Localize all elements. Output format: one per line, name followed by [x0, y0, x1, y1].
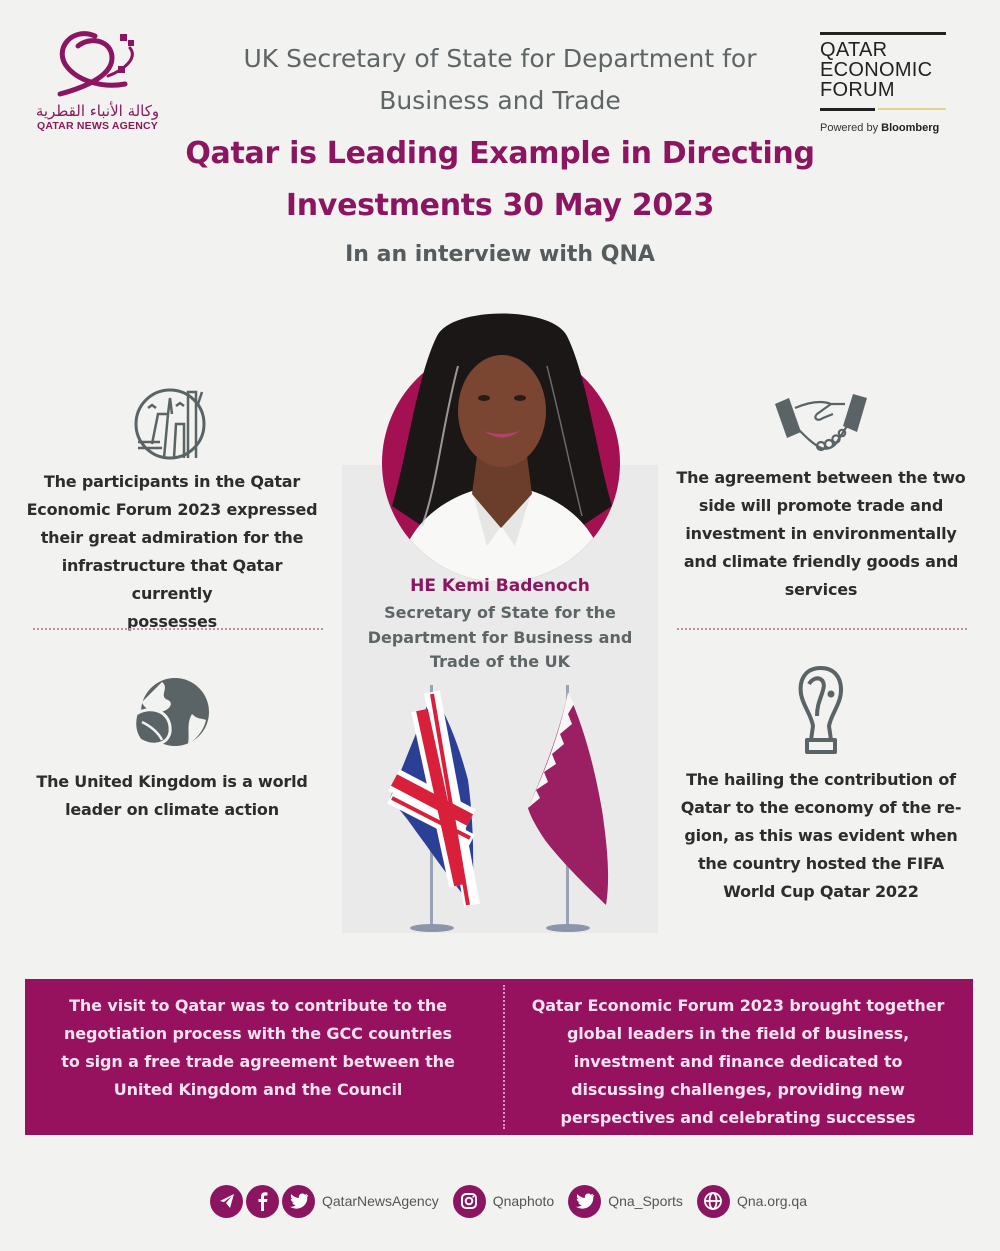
text-line: investment and finance dedicated to: [573, 1052, 903, 1071]
subtitle-line-1: UK Secretary of State for Department for: [243, 44, 757, 73]
text-line: The agreement between the two: [676, 468, 966, 487]
uk-qatar-flags: [360, 680, 640, 936]
text-line: World Cup Qatar 2022: [723, 882, 919, 901]
subtitle-line-2: Business and Trade: [379, 86, 621, 115]
powered-brand: Bloomberg: [881, 122, 940, 134]
infrastructure-block: [22, 384, 322, 636]
text-line: The hailing the contribution of: [686, 770, 956, 789]
portrait-photo: [382, 306, 620, 582]
social-label[interactable]: Qna_Sports: [608, 1193, 683, 1209]
divider: [677, 628, 967, 630]
twitter-icon[interactable]: [282, 1185, 315, 1218]
text-line: their great admiration for the: [40, 528, 304, 547]
text-line: Qatar Economic Forum 2023 brought together: [531, 996, 945, 1015]
headline-line-1: Qatar is Leading Example in Directing: [185, 136, 815, 171]
climate-block: [22, 674, 322, 824]
city-skyline-icon: [132, 384, 212, 462]
headline-line-2: Investments 30 May 2023: [285, 188, 715, 223]
text-line: services: [784, 580, 858, 599]
text-line: The participants in the Qatar: [43, 472, 301, 491]
text-line: perspectives and celebrating successes: [560, 1108, 916, 1127]
text-line: global leaders in the field of business,: [566, 1024, 910, 1043]
info-forum: [505, 979, 973, 1135]
qef-line-3: FORUM: [820, 79, 895, 101]
text-line: Economic Forum 2023 expressed: [26, 500, 318, 519]
headline: [150, 128, 850, 232]
text-line: The visit to Qatar was to contribute to the: [69, 996, 447, 1015]
social-label[interactable]: Qna.org.qa: [736, 1193, 807, 1209]
text-line: side will promote trade and: [698, 496, 944, 515]
person-role: [352, 601, 648, 675]
world-cup-trophy-icon: [795, 664, 847, 756]
text-line: The United Kingdom is a world: [36, 772, 308, 791]
text-line: United Kingdom and the Council: [113, 1080, 403, 1099]
agreement-block: [671, 392, 971, 604]
text-line: investment in environmentally: [685, 524, 957, 543]
powered-prefix: Powered by: [820, 122, 879, 134]
role-line-1: Secretary of State for the: [384, 603, 616, 622]
logo-rule: [820, 32, 946, 35]
divider: [33, 628, 323, 630]
subtitle: [150, 38, 850, 122]
text-line: Qatar to the economy of the re-: [680, 798, 962, 817]
worldcup-block: [671, 664, 971, 906]
facebook-icon[interactable]: [246, 1185, 279, 1218]
qef-line-2: ECONOMIC: [820, 59, 933, 81]
instagram-icon[interactable]: [453, 1185, 486, 1218]
handshake-icon: [773, 392, 869, 454]
text-line: leader on climate action: [65, 800, 279, 819]
info-visit: [25, 979, 503, 1135]
qef-line-1: QATAR: [820, 39, 888, 61]
globe-leaf-icon: [132, 674, 212, 752]
text-line: the country hosted the FIFA: [697, 854, 945, 873]
text-line: to sign a free trade agreement between the: [61, 1052, 455, 1071]
social-links: [210, 1184, 821, 1218]
twitter-icon[interactable]: [568, 1185, 601, 1218]
qna-emblem-icon: [50, 28, 145, 100]
social-label[interactable]: Qnaphoto: [492, 1193, 555, 1209]
text-line: infrastructure that Qatar currently: [61, 556, 283, 603]
tagline: In an interview with QNA: [345, 242, 655, 267]
person-name: HE Kemi Badenoch: [410, 576, 590, 596]
text-line: discussing challenges, providing new: [571, 1080, 905, 1099]
role-line-2: Department for Business and: [367, 627, 633, 647]
role-line-3: Trade of the UK: [429, 652, 571, 671]
social-label[interactable]: QatarNewsAgency: [322, 1193, 439, 1209]
qna-logo: [30, 28, 165, 143]
info-box: [25, 979, 973, 1135]
globe-icon[interactable]: [697, 1185, 730, 1218]
text-line: negotiation process with the GCC countries: [64, 1024, 452, 1043]
qna-english-name: QATAR NEWS AGENCY: [36, 120, 159, 132]
text-line: possesses: [127, 612, 217, 631]
text-line: and climate friendly goods and: [683, 552, 959, 571]
qna-arabic-name: وكالة الأنباء القطرية: [35, 102, 160, 120]
telegram-icon[interactable]: [210, 1185, 243, 1218]
text-line: gion, as this was evident when: [684, 826, 958, 845]
